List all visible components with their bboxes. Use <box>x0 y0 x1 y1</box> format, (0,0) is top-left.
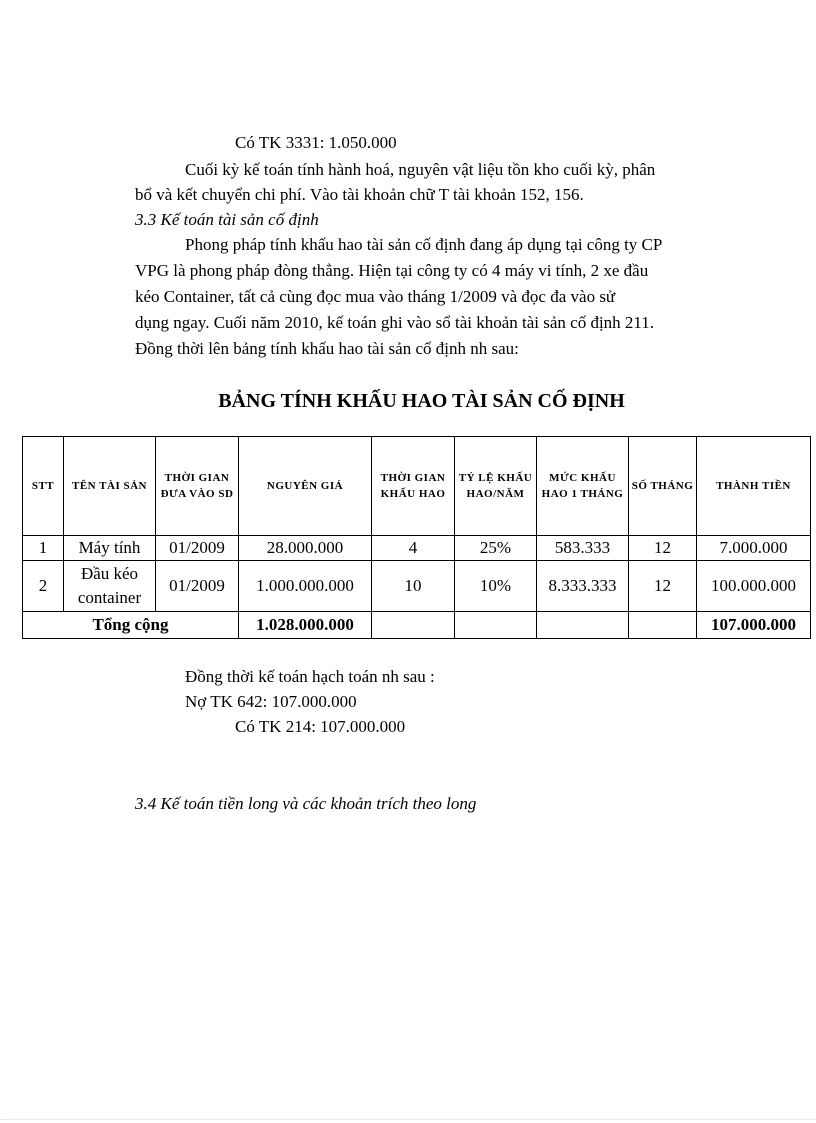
table-cell: 28.000.000 <box>239 536 372 561</box>
table-title: BẢNG TÍNH KHẤU HAO TÀI SẢN CỐ ĐỊNH <box>218 390 625 412</box>
total-label: Tổng cộng <box>23 612 239 639</box>
column-header: TÊN TÀI SẢN <box>64 437 156 536</box>
paragraph-line: kéo Container, tất cả cùng đọc mua vào tháng 1/2009 và đọc đa vào sử <box>135 287 616 306</box>
paragraph-line: Đồng thời lên bảng tính khấu hao tài sản cố định nh sau: <box>135 339 519 358</box>
page-bottom-divider <box>0 1119 816 1120</box>
table-cell: Máy tính <box>64 536 156 561</box>
table-cell: 1 <box>23 536 64 561</box>
table-cell: 8.333.333 <box>537 561 629 612</box>
column-header: SỐ THÁNG <box>629 437 697 536</box>
column-header: THỜI GIAN KHẤU HAO <box>372 437 455 536</box>
table-cell: 01/2009 <box>156 536 239 561</box>
paragraph-line: dụng ngay. Cuối năm 2010, kế toán ghi vào sổ tài khoản tài sản cố định 211. <box>135 313 655 332</box>
table-total-row <box>23 612 811 639</box>
paragraph-line: VPG là phong pháp đòng thẳng. Hiện tại công ty có 4 máy vi tính, 2 xe đầu <box>135 261 649 280</box>
credit-214-line: Có TK 214: 107.000.000 <box>235 717 406 736</box>
table-header-row <box>23 437 811 536</box>
column-header: STT <box>23 437 64 536</box>
column-header: THÀNH TIỀN <box>697 437 811 536</box>
section-heading-3-4: 3.4 Kế toán tiền long và các khoản trích theo long <box>135 794 477 813</box>
total-thanh-tien: 107.000.000 <box>697 612 811 639</box>
table-cell: 4 <box>372 536 455 561</box>
total-nguyen-gia: 1.028.000.000 <box>239 612 372 639</box>
table-cell: 10% <box>455 561 537 612</box>
table-row <box>23 536 811 561</box>
table-cell: 12 <box>629 536 697 561</box>
table-cell <box>629 612 697 639</box>
column-header: TỶ LỆ KHẤU HAO/NĂM <box>455 437 537 536</box>
column-header: MỨC KHẤU HAO 1 THÁNG <box>537 437 629 536</box>
credit-3331-line: Có TK 3331: 1.050.000 <box>235 133 397 152</box>
table-cell: 12 <box>629 561 697 612</box>
section-heading-3-3: 3.3 Kế toán tài sản cố định <box>135 210 319 229</box>
column-header: THỜI GIAN ĐƯA VÀO SD <box>156 437 239 536</box>
table-cell: Đầu kéo container <box>64 561 156 612</box>
paragraph-line: Phong pháp tính khấu hao tài sản cố định đang áp dụng tại công ty CP <box>185 235 663 254</box>
table-cell <box>372 612 455 639</box>
table-row <box>23 561 811 612</box>
entries-intro: Đồng thời kế toán hạch toán nh sau : <box>185 667 435 686</box>
table-cell: 7.000.000 <box>697 536 811 561</box>
depreciation-table <box>22 436 811 639</box>
table-cell: 583.333 <box>537 536 629 561</box>
paragraph-line: bổ và kết chuyển chi phí. Vào tài khoản chữ T tài khoản 152, 156. <box>135 185 584 204</box>
table-cell: 01/2009 <box>156 561 239 612</box>
table-cell: 25% <box>455 536 537 561</box>
table-cell: 100.000.000 <box>697 561 811 612</box>
column-header: NGUYÊN GIÁ <box>239 437 372 536</box>
paragraph-line: Cuối kỳ kế toán tính hành hoá, nguyên vật liệu tồn kho cuối kỳ, phân <box>185 160 656 179</box>
debit-642-line: Nợ TK 642: 107.000.000 <box>185 692 357 711</box>
table-cell: 2 <box>23 561 64 612</box>
table-cell <box>455 612 537 639</box>
table-cell: 10 <box>372 561 455 612</box>
table-cell: 1.000.000.000 <box>239 561 372 612</box>
table-cell <box>537 612 629 639</box>
